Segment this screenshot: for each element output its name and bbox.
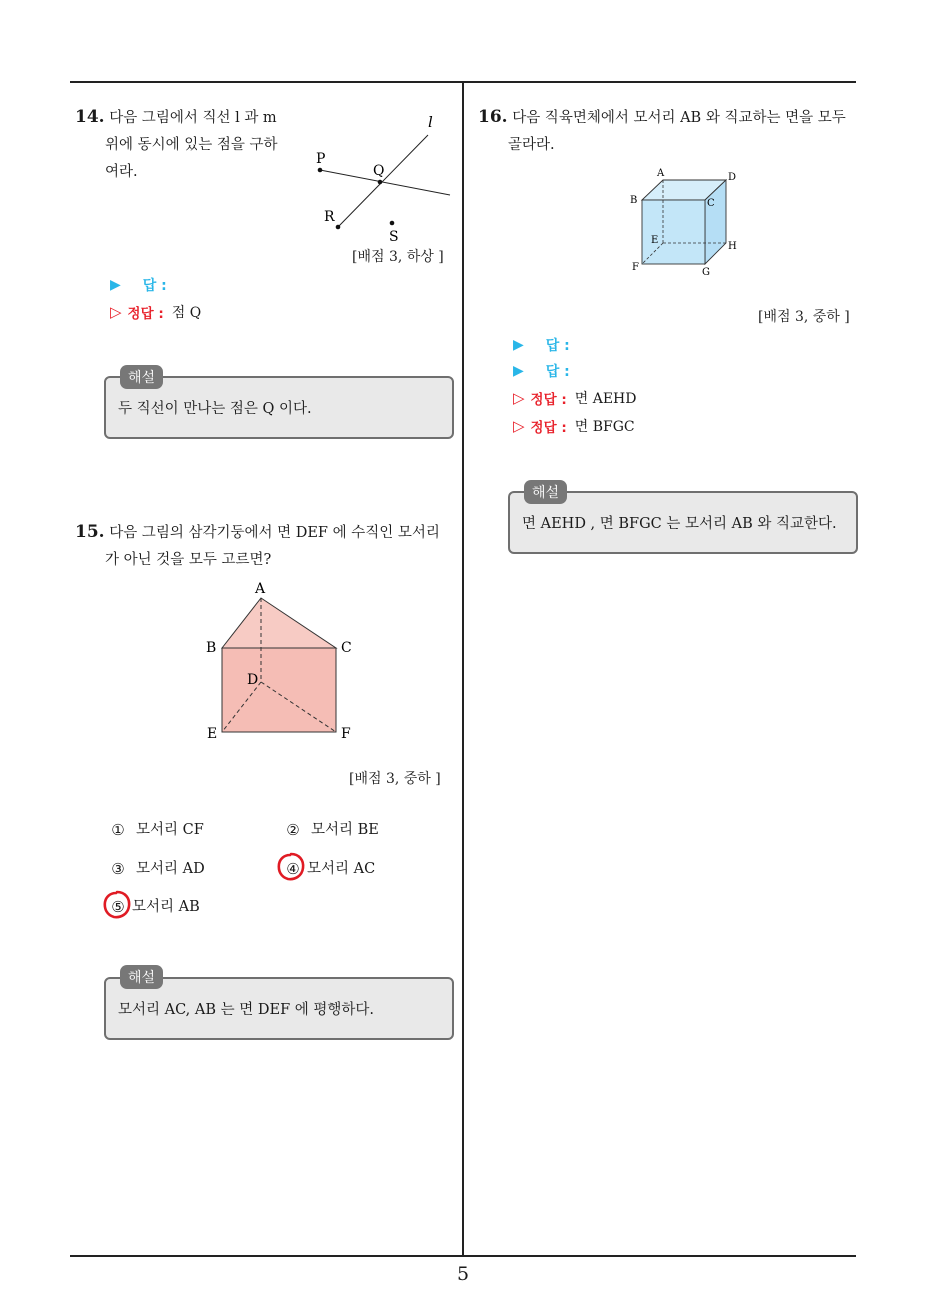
label-l: l xyxy=(428,113,433,131)
choice-text: 모서리 AD xyxy=(136,861,205,877)
label-D: D xyxy=(728,172,737,183)
question-number: 15. xyxy=(75,522,105,542)
question-text: 다음 그림에서 직선 l 과 m xyxy=(109,110,277,126)
question-16 xyxy=(478,104,863,159)
correct-label: 정답 : xyxy=(530,392,567,408)
correct-value: 점 Q xyxy=(171,305,202,321)
choice-mark: ③ xyxy=(111,860,125,878)
triangle-icon: ▶ xyxy=(513,337,524,353)
question-text: 골라라. xyxy=(508,137,555,153)
choice-2[interactable] xyxy=(285,818,379,839)
label-D: D xyxy=(247,672,259,688)
label-A: A xyxy=(255,581,266,597)
explanation-text: 두 직선이 만나는 점은 Q 이다. xyxy=(118,401,312,417)
correct-answer-row xyxy=(513,416,635,436)
choice-text: 모서리 AC xyxy=(307,861,376,877)
point-S xyxy=(390,221,395,226)
red-circle-mark-4 xyxy=(275,851,307,883)
label-P: P xyxy=(316,151,326,167)
score: [배점 3, 중하 ] xyxy=(349,771,441,787)
choice-text: 모서리 CF xyxy=(136,822,204,838)
question-text: 가 아닌 것을 모두 고르면? xyxy=(105,552,272,568)
score: [배점 3, 하상 ] xyxy=(352,249,444,265)
choice-1[interactable] xyxy=(110,818,204,839)
correct-value: 면 BFGC xyxy=(574,419,635,435)
answer-label: 답 : xyxy=(545,364,570,380)
prism-front-face xyxy=(222,648,336,732)
answer-row xyxy=(513,335,570,355)
correct-answer-row xyxy=(110,302,201,322)
question-number: 16. xyxy=(478,107,508,127)
explanation-tag: 해설 xyxy=(524,480,567,504)
answer-label: 답 : xyxy=(545,338,570,354)
question-text: 여라. xyxy=(105,164,138,180)
choice-mark: ② xyxy=(286,821,300,839)
label-G: G xyxy=(702,267,710,278)
triangle-icon: ▶ xyxy=(110,277,121,293)
label-F: F xyxy=(341,726,351,742)
outline-triangle-icon: ▷ xyxy=(513,417,525,435)
cuboid-figure xyxy=(625,165,745,280)
label-E: E xyxy=(651,235,659,246)
correct-label: 정답 : xyxy=(530,420,567,436)
outline-triangle-icon: ▷ xyxy=(513,389,525,407)
line-m xyxy=(320,170,450,195)
choice-text: 모서리 AB xyxy=(132,899,200,915)
explanation-text: 면 AEHD , 면 BFGC 는 모서리 AB 와 직교한다. xyxy=(522,516,837,532)
score: [배점 3, 중하 ] xyxy=(758,309,850,325)
label-A: A xyxy=(657,168,665,179)
choice-mark: ① xyxy=(111,821,125,839)
choice-mark: ④ xyxy=(286,860,300,878)
label-R: R xyxy=(324,209,335,225)
answer-row xyxy=(513,361,570,381)
label-B: B xyxy=(630,195,638,206)
label-C: C xyxy=(707,198,715,209)
correct-value: 면 AEHD xyxy=(574,391,637,407)
choice-3[interactable] xyxy=(110,857,205,878)
explanation-tag: 해설 xyxy=(120,365,163,389)
label-B: B xyxy=(206,640,217,656)
explanation-text: 모서리 AC, AB 는 면 DEF 에 평행하다. xyxy=(118,1002,374,1018)
prism-top-face xyxy=(222,598,336,648)
label-S: S xyxy=(389,229,399,245)
triangular-prism-figure xyxy=(195,575,365,750)
choice-text: 모서리 BE xyxy=(311,822,379,838)
correct-answer-row xyxy=(513,388,636,408)
label-F: F xyxy=(632,262,639,273)
question-text: 다음 직육면체에서 모서리 AB 와 직교하는 면을 모두 xyxy=(512,110,846,126)
correct-label: 정답 : xyxy=(127,306,164,322)
lines-figure xyxy=(300,105,460,245)
point-Q xyxy=(378,180,383,185)
question-text: 다음 그림의 삼각기둥에서 면 DEF 에 수직인 모서리 xyxy=(109,525,440,541)
point-P xyxy=(318,168,323,173)
red-circle-mark-5 xyxy=(101,889,133,921)
explanation-tag: 해설 xyxy=(120,965,163,989)
line-l xyxy=(338,135,428,227)
label-C: C xyxy=(341,640,352,656)
label-H: H xyxy=(728,241,737,252)
choice-mark: ⑤ xyxy=(111,898,125,916)
label-E: E xyxy=(207,726,218,742)
label-Q: Q xyxy=(373,163,385,179)
question-number: 14. xyxy=(75,107,105,127)
outline-triangle-icon: ▷ xyxy=(110,303,122,321)
bottom-rule xyxy=(70,1255,856,1257)
question-15 xyxy=(75,519,460,574)
triangle-icon: ▶ xyxy=(513,363,524,379)
answer-label: 답 : xyxy=(142,278,167,294)
point-R xyxy=(336,225,341,230)
question-14 xyxy=(75,104,305,186)
column-divider xyxy=(462,83,464,1256)
answer-row xyxy=(110,275,167,295)
page-number: 5 xyxy=(456,1263,470,1285)
question-text: 위에 동시에 있는 점을 구하 xyxy=(105,137,278,153)
